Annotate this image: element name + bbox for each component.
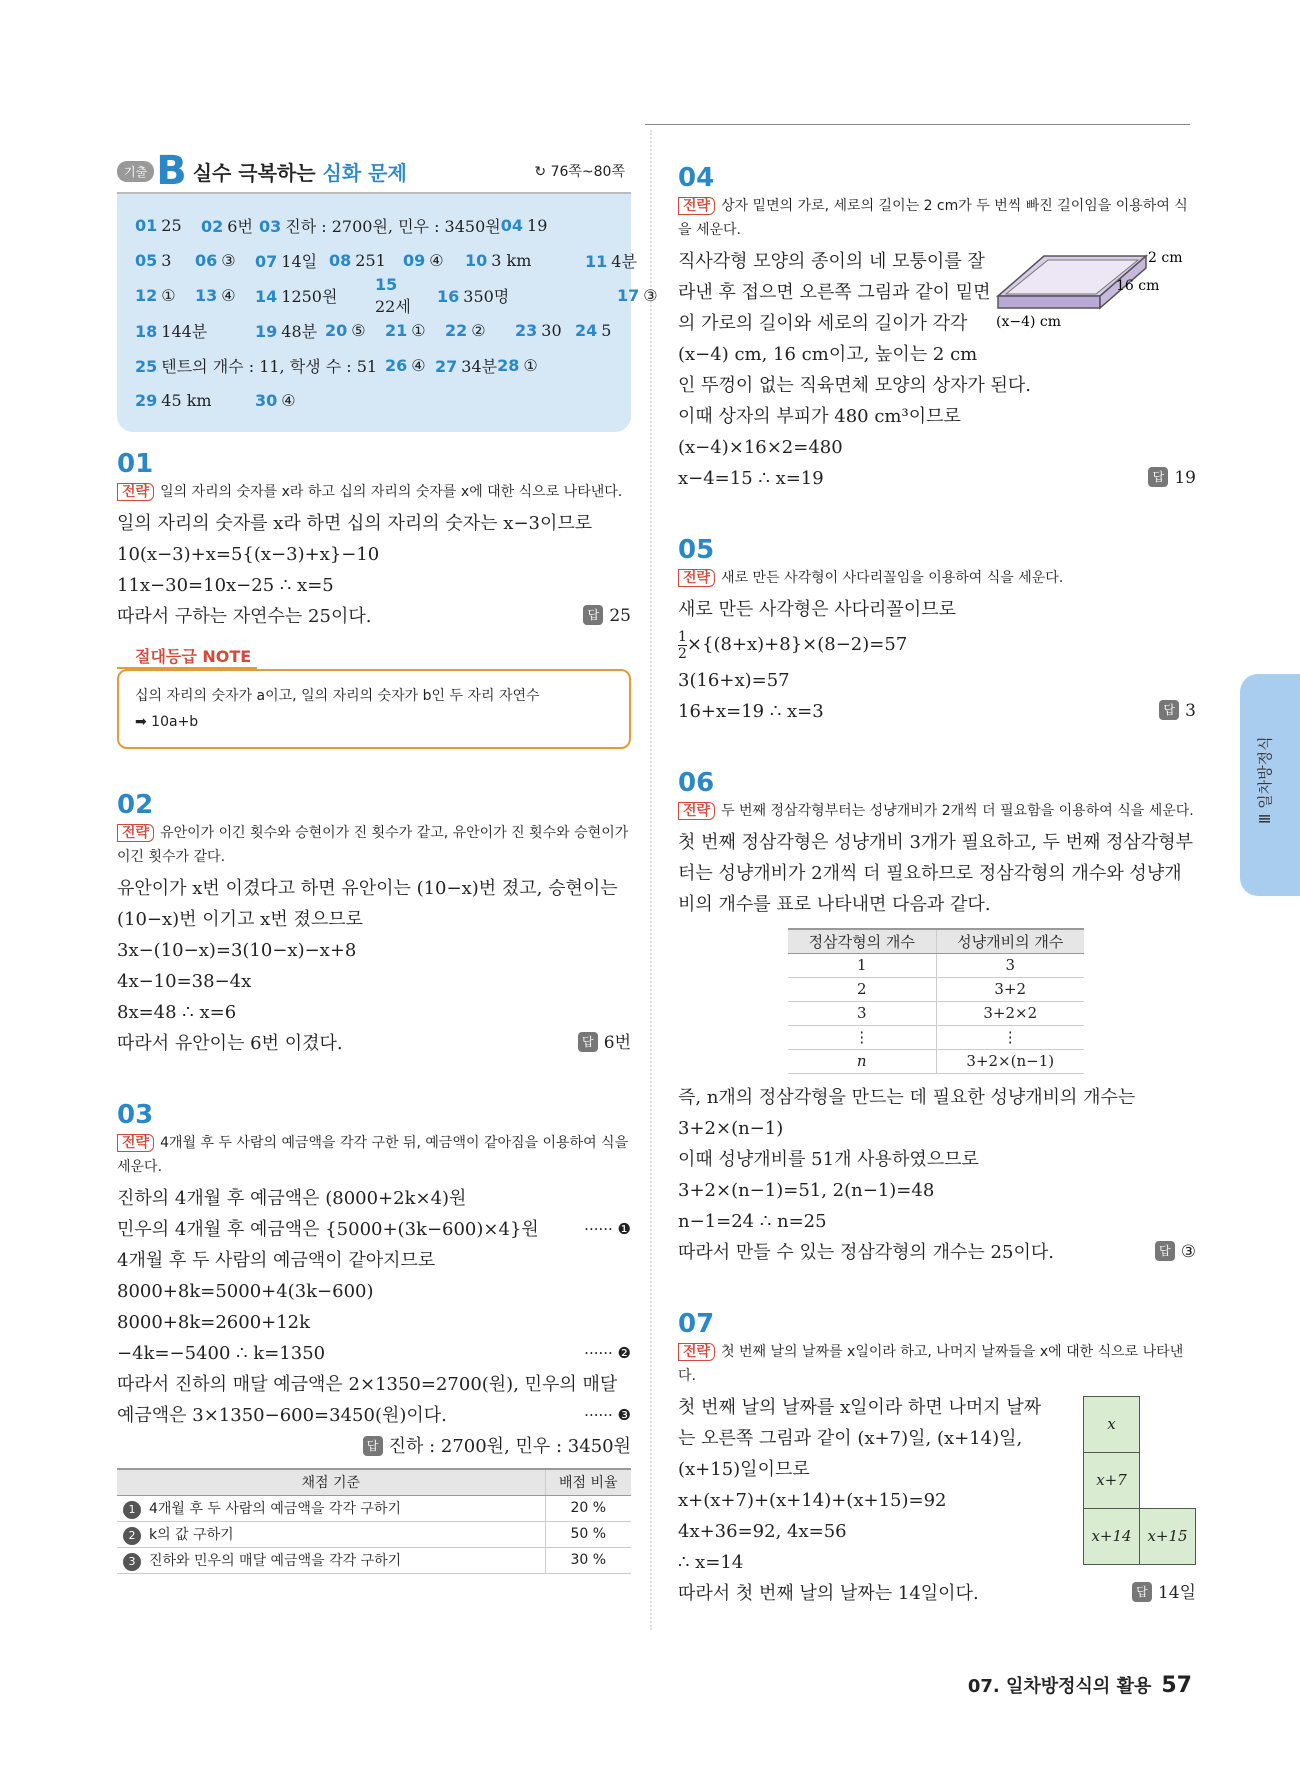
solution-line: 일의 자리의 숫자를 x라 하면 십의 자리의 숫자는 x−3이므로 — [117, 513, 593, 534]
header-letter: B — [156, 148, 187, 194]
solution-line: n−1=24 ∴ n=25 — [678, 1210, 827, 1232]
page-footer: 07. 일차방정식의 활용 57 — [967, 1673, 1192, 1698]
solution-line: 4x−10=38−4x — [117, 971, 252, 992]
answer-mark: 답 25 — [583, 601, 631, 632]
answer-item: 26 ④ — [385, 356, 426, 375]
solution-line: x+(x+7)+(x+14)+(x+15)=92 — [678, 1489, 947, 1511]
answer-item: 22 ② — [445, 321, 486, 340]
answer-item: 10 3 km — [465, 251, 532, 270]
answer-box — [117, 194, 658, 432]
solution-line: 3x−(10−x)=3(10−x)−x+8 — [117, 940, 357, 961]
left-column — [117, 148, 658, 1574]
solution-line: (x+15)일이므로 — [678, 1458, 810, 1480]
answer-item: 13 ④ — [195, 286, 236, 305]
strategy: 전략 상자 밑면의 가로, 세로의 길이는 2 cm가 두 번씩 빠진 길이임을 이용하여 식을 세운다. — [678, 198, 1188, 238]
answer-item: 17 ③ — [617, 286, 658, 305]
answer-item: 14 1250원 — [255, 287, 338, 306]
calendar-figure: x x+7 x+14 x+15 — [1083, 1396, 1196, 1565]
answer-row — [135, 243, 637, 278]
strategy: 전략 두 번째 정삼각형부터는 성냥개비가 2개씩 더 필요함을 이용하여 식을 세운다. — [678, 799, 1196, 823]
answer-row — [135, 383, 615, 418]
solution-line: 16+x=19 ∴ x=3 답 3 — [678, 696, 1196, 727]
answer-item: 20 ⑤ — [325, 321, 366, 340]
solution-line: 터는 성냥개비가 2개씩 더 필요하므로 정삼각형의 개수와 성냥개 — [678, 863, 1182, 884]
section-header — [117, 150, 631, 194]
answer-item: 24 5 — [575, 321, 612, 340]
solution-line: 3+2×(n−1) — [678, 1117, 784, 1139]
problem-number: 07 — [678, 1308, 715, 1339]
answer-item: 23 30 — [515, 321, 562, 340]
answer-row — [135, 208, 615, 243]
header-pages: ↻ 76쪽~80쪽 — [534, 164, 625, 180]
answer-item: 06 ③ — [195, 251, 236, 270]
solution-line: 의 가로의 길이와 세로의 길이가 각각 — [678, 313, 968, 334]
answer-mark: 답 진하 : 2700원, 민우 : 3450원 — [117, 1431, 631, 1462]
strategy: 전략 첫 번째 날의 날짜를 x일이라 하고, 나머지 날짜들을 x에 대한 식으로 나타낸다. — [678, 1343, 1184, 1384]
right-column — [678, 150, 1196, 1609]
answer-item: 08 251 — [329, 251, 386, 270]
answer-row — [135, 348, 615, 383]
solution-line: ∴ x=14 — [678, 1551, 744, 1573]
matchstick-table: 정삼각형의 개수 성냥개비의 개수 1 3 2 3+2 3 3+2×2 ⋮ ⋮ n 3+2×(n−1) — [788, 928, 1084, 1074]
answer-mark: 답 14일 — [1132, 1578, 1196, 1609]
column-divider — [650, 130, 652, 1630]
solution-line: 3+2×(n−1)=51, 2(n−1)=48 — [678, 1179, 935, 1201]
svg-text:(x−4) cm: (x−4) cm — [996, 314, 1062, 330]
answer-item: 02 6번 — [201, 217, 253, 236]
answer-mark: 답 3 — [1159, 696, 1196, 727]
solution-line: 첫 번째 날의 날짜를 x일이라 하면 나머지 날짜 — [678, 1396, 1042, 1418]
note-box: 십의 자리의 숫자가 a이고, 일의 자리의 숫자가 b인 두 자리 자연수 ➡ 10a+b — [117, 669, 631, 749]
note-title: 절대등급 NOTE — [117, 644, 257, 669]
answer-item: 01 25 — [135, 216, 182, 235]
answer-item: 29 45 km — [135, 391, 212, 410]
solution-line: (x−4) cm, 16 cm이고, 높이는 2 cm — [678, 344, 978, 365]
solution-line: (10−x)번 이기고 x번 졌으므로 — [117, 909, 363, 930]
grading-table: 채점 기준 배점 비율 1 4개월 후 두 사람의 예금액을 각각 구하기 20 % 2 k의 값 구하기 50 % 3 진하와 민우의 매달 예금액을 각각 구하기 30 % — [117, 1468, 631, 1574]
solution-line: 10(x−3)+x=5{(x−3)+x}−10 — [117, 544, 380, 565]
answer-item: 03 진하 : 2700원, 민우 : 3450원 — [259, 217, 501, 236]
answer-row — [135, 274, 658, 316]
solution-line: 3(16+x)=57 — [678, 670, 790, 691]
answer-item: 28 ① — [497, 356, 538, 375]
answer-item: 18 144분 — [135, 322, 208, 341]
answer-item: 30 ④ — [255, 391, 296, 410]
answer-item: 12 ① — [135, 286, 176, 305]
solution-line: 8x=48 ∴ x=6 — [117, 1002, 237, 1023]
strategy: 전략 4개월 후 두 사람의 예금액을 각각 구한 뒤, 예금액이 같아짐을 이용하여 식을 세운다. — [117, 1135, 629, 1175]
solution-line: 이때 상자의 부피가 480 cm³이므로 — [678, 406, 961, 427]
solution-line: 4개월 후 두 사람의 예금액이 같아지므로 — [117, 1250, 436, 1271]
solution-line: 즉, n개의 정삼각형을 만드는 데 필요한 성냥개비의 개수는 — [678, 1086, 1136, 1108]
strategy: 전략 새로 만든 사각형이 사다리꼴임을 이용하여 식을 세운다. — [678, 566, 1196, 590]
svg-text:16 cm: 16 cm — [1116, 278, 1160, 294]
problem-number: 02 — [117, 790, 154, 820]
solution-line: −4k=−5400 ∴ k=1350 ······ ❷ — [117, 1343, 631, 1364]
answer-item: 09 ④ — [403, 251, 444, 270]
header-tag: 기출 — [117, 161, 154, 182]
solution-line: 직사각형 모양의 종이의 네 모퉁이를 잘 — [678, 251, 985, 272]
top-rule — [645, 124, 1190, 125]
answer-item: 1522세 — [375, 274, 411, 316]
answer-item: 16 350명 — [437, 287, 510, 306]
solution-line: 진하의 4개월 후 예금액은 (8000+2k×4)원 — [117, 1188, 467, 1209]
answer-item: 19 48분 — [255, 322, 318, 341]
svg-text:2 cm: 2 cm — [1148, 250, 1183, 266]
solution-line: 이때 성냥개비를 51개 사용하였으므로 — [678, 1148, 979, 1170]
answer-item: 21 ① — [385, 321, 426, 340]
strategy: 전략 유안이가 이긴 횟수와 승현이가 진 횟수가 같고, 유안이가 진 횟수와 승현이가 이긴 횟수가 같다. — [117, 825, 629, 865]
answer-mark: 답 6번 — [578, 1028, 631, 1059]
p07-body — [678, 1392, 1196, 1609]
answer-mark: 답 19 — [1148, 463, 1196, 494]
solution-line: (x−4)×16×2=480 — [678, 437, 843, 458]
solution-line: 8000+8k=5000+4(3k−600) — [117, 1281, 374, 1302]
problem-number: 04 — [678, 163, 715, 193]
solution-line: 따라서 첫 번째 날의 날짜는 14일이다. 답 14일 — [678, 1578, 1196, 1609]
answer-row — [135, 313, 615, 348]
answer-item: 27 34분 — [435, 357, 498, 376]
strategy: 전략 일의 자리의 숫자를 x라 하고 십의 자리의 숫자를 x에 대한 식으로 나타낸다. — [117, 480, 631, 504]
solution-line: x−4=15 ∴ x=19 답 19 — [678, 463, 1196, 494]
solution-line: 는 오른쪽 그림과 같이 (x+7)일, (x+14)일, — [678, 1427, 1023, 1449]
solution-line: 8000+8k=2600+12k — [117, 1312, 311, 1333]
header-title: 실수 극복하는 심화 문제 — [192, 160, 407, 185]
answer-item: 05 3 — [135, 251, 172, 270]
answer-item: 11 4분 — [585, 252, 637, 271]
solution-line: 첫 번째 정삼각형은 성냥개비 3개가 필요하고, 두 번째 정삼각형부 — [678, 832, 1194, 853]
solution-line: 민우의 4개월 후 예금액은 {5000+(3k−600)×4}원 ······ ❶ — [117, 1219, 631, 1240]
solution-line: 새로 만든 사각형은 사다리꼴이므로 — [678, 599, 956, 620]
answer-item: 07 14일 — [255, 252, 318, 271]
answer-item: 25 텐트의 개수 : 11, 학생 수 : 51 — [135, 357, 378, 376]
solution-line: 11x−30=10x−25 ∴ x=5 — [117, 575, 334, 596]
problem-number: 01 — [117, 449, 154, 479]
solution-line: 따라서 만들 수 있는 정삼각형의 개수는 25이다. 답 ③ — [678, 1237, 1196, 1268]
solution-line: 비의 개수를 표로 나타내면 다음과 같다. — [678, 894, 991, 915]
solution-line: 라낸 후 접으면 오른쪽 그림과 같이 밑면 — [678, 282, 991, 303]
solution-line: 유안이가 x번 이겼다고 하면 유안이는 (10−x)번 졌고, 승현이는 — [117, 878, 618, 899]
solution-line: 따라서 유안이는 6번 이겼다. 답 6번 — [117, 1028, 631, 1059]
solution-line: 인 뚜껑이 없는 직육면체 모양의 상자가 된다. — [678, 375, 1032, 396]
solution-line: 4x+36=92, 4x=56 — [678, 1520, 847, 1542]
solution-line: $\frac{1}{2}$ ×{(8+x)+8}×(8−2)=57 — [678, 628, 908, 662]
answer-item: 04 19 — [500, 216, 548, 235]
problem-number: 03 — [117, 1100, 154, 1130]
p04-body — [678, 246, 1196, 494]
problem-number: 06 — [678, 768, 715, 798]
solution-line: 따라서 진하의 매달 예금액은 2×1350=2700(원), 민우의 매달 — [117, 1374, 618, 1395]
answer-mark: 답 ③ — [1155, 1237, 1196, 1268]
chapter-tab[interactable]: Ⅲ 일차방정식 — [1240, 674, 1300, 896]
solution-line: 따라서 구하는 자연수는 25이다. 답 25 — [117, 601, 631, 632]
problem-number: 05 — [678, 535, 715, 565]
solution-line: 예금액은 3×1350−600=3450(원)이다. ······ ❸ — [117, 1405, 631, 1426]
